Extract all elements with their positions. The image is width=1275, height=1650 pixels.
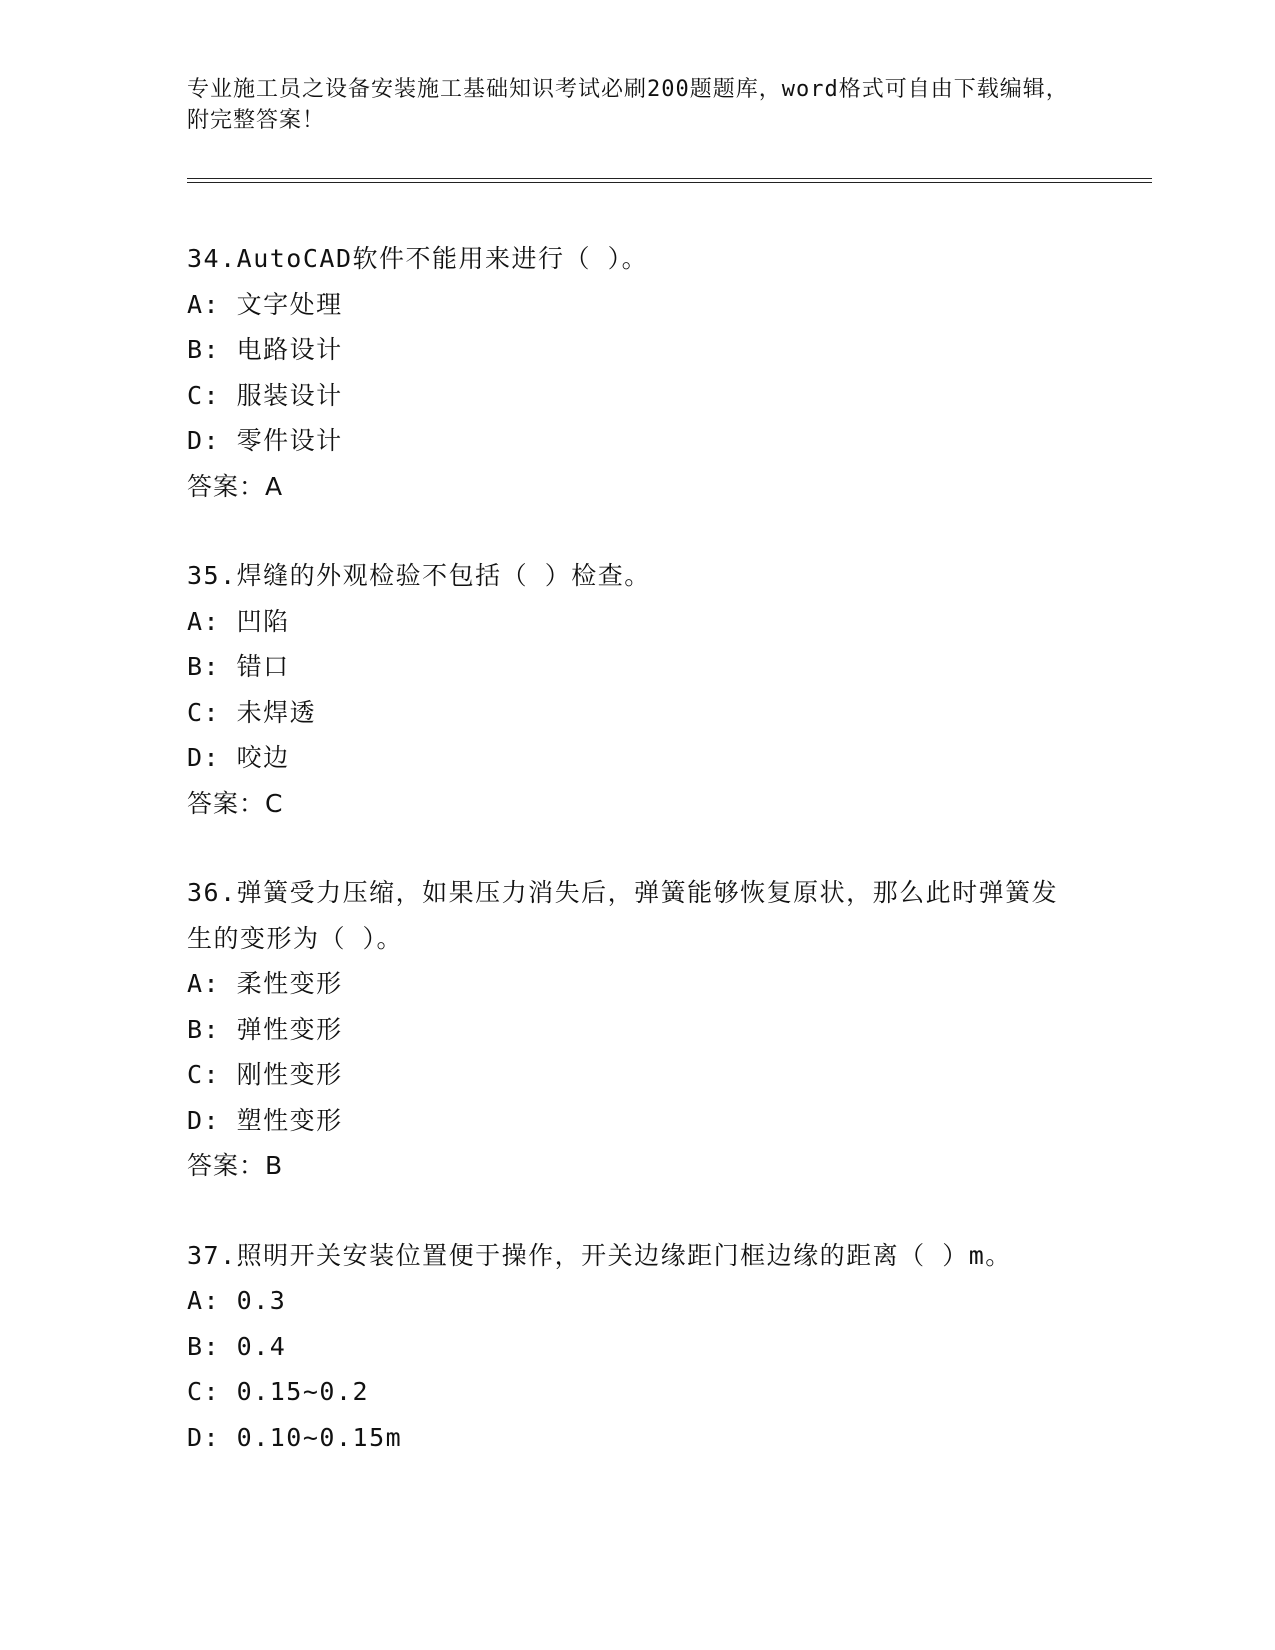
option-c: C: 刚性变形 bbox=[187, 1060, 343, 1089]
option-b: B: 0.4 bbox=[187, 1331, 287, 1361]
option-a: A: 文字处理 bbox=[187, 289, 343, 319]
header-rule-top bbox=[187, 178, 1152, 179]
question-stem: 36.弹簧受力压缩，如果压力消失后，弹簧能够恢复原状，那么此时弹簧发生的变形为（ ）。 bbox=[187, 878, 1059, 953]
option-a: A: 凹陷 bbox=[187, 606, 290, 636]
answer-line: 答案：B bbox=[187, 1151, 284, 1180]
option-a: A: 柔性变形 bbox=[187, 969, 343, 998]
option-d: D: 0.10~0.15m bbox=[187, 1422, 403, 1452]
question-35 bbox=[187, 553, 1087, 826]
option-c: C: 服装设计 bbox=[187, 380, 343, 410]
answer-line: 答案：C bbox=[187, 788, 284, 818]
option-b: B: 电路设计 bbox=[187, 335, 343, 364]
question-list bbox=[187, 236, 1087, 1460]
option-d: D: 零件设计 bbox=[187, 426, 343, 455]
option-b: B: 错口 bbox=[187, 652, 290, 681]
question-37 bbox=[187, 1233, 1087, 1461]
question-stem: 37.照明开关安装位置便于操作，开关边缘距门框边缘的距离（ ）m。 bbox=[187, 1240, 1012, 1270]
document-header: 专业施工员之设备安装施工基础知识考试必刷200题题库，word格式可自由下载编辑，附完整答案！ bbox=[187, 77, 1069, 133]
header-rule-bottom bbox=[187, 182, 1152, 183]
option-d: D: 塑性变形 bbox=[187, 1105, 343, 1135]
answer-line: 答案：A bbox=[187, 471, 284, 501]
option-c: C: 0.15~0.2 bbox=[187, 1377, 370, 1406]
question-34 bbox=[187, 236, 1087, 509]
option-a: A: 0.3 bbox=[187, 1286, 287, 1315]
option-d: D: 咬边 bbox=[187, 743, 290, 772]
option-b: B: 弹性变形 bbox=[187, 1014, 343, 1044]
question-stem: 35.焊缝的外观检验不包括（ ）检查。 bbox=[187, 561, 651, 590]
option-c: C: 未焊透 bbox=[187, 697, 317, 727]
question-stem: 34.AutoCAD软件不能用来进行（ ）。 bbox=[187, 244, 649, 273]
question-36 bbox=[187, 870, 1087, 1189]
